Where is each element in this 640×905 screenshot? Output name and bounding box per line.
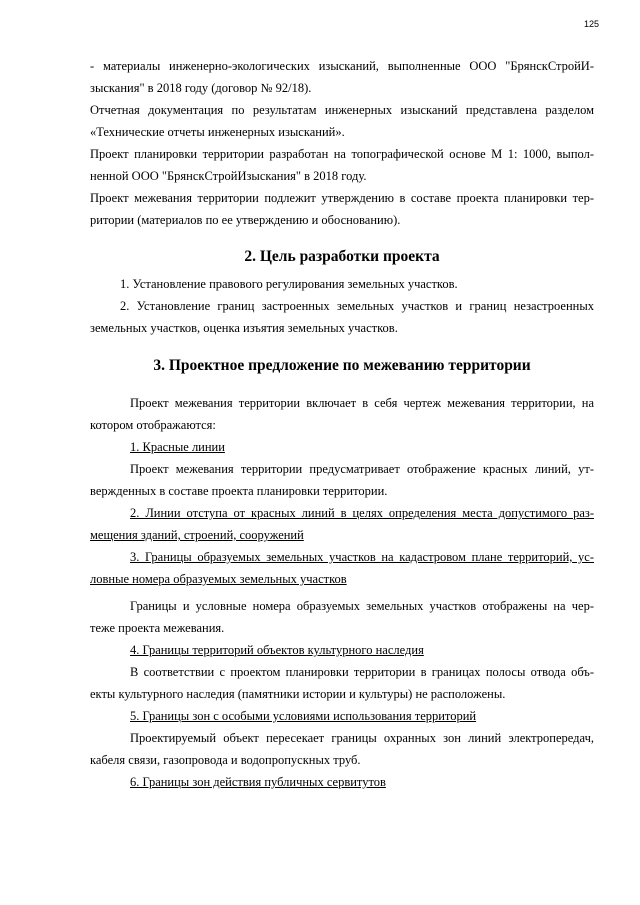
section-3-intro: Проект межевания территории включает в себя чертеж межевания территории, на <box>130 396 594 410</box>
subsection-2-title-cont: мещения зданий, строений, сооружений <box>90 528 304 542</box>
subsection-6-title: 6. Границы зон действия публичных сервитутов <box>130 775 386 789</box>
section-2-item-1: 1. Установление правового регулирования земельных участков. <box>120 277 458 291</box>
section-3-heading: 3. Проектное предложение по межеванию территории <box>153 357 531 374</box>
subsection-5-title: 5. Границы зон с особыми условиями использования территорий <box>130 709 477 723</box>
intro-line-3: Отчетная документация по результатам инженерных изысканий представлена разделом <box>90 103 594 117</box>
subsection-4-title: 4. Границы территорий объектов культурного наследия <box>130 643 424 657</box>
section-3-intro-cont: котором отображаются: <box>90 418 216 432</box>
subsection-3-title-cont: ловные номера образуемых земельных участков <box>90 572 347 586</box>
subsection-4-text: В соответствии с проектом планировки территории в границах полосы отвода объ- <box>130 665 594 679</box>
subsection-1-text-cont: вержденных в составе проекта планировки территории. <box>90 484 388 498</box>
section-2-heading: 2. Цель разработки проекта <box>244 248 440 265</box>
subsection-3-text: Границы и условные номера образуемых земельных участков отображены на чер- <box>130 599 594 613</box>
intro-line-4: «Технические отчеты инженерных изысканий». <box>90 125 345 139</box>
section-2-item-2: 2. Установление границ застроенных земельных участков и границ незастроенных <box>120 299 594 313</box>
intro-line-1: - материалы инженерно-экологических изысканий, выполненные ООО "БрянскСтройИ- <box>90 59 594 73</box>
intro-line-6: ненной ООО "БрянскСтройИзыскания" в 2018 году. <box>90 169 367 183</box>
page-number: 125 <box>584 19 600 29</box>
intro-line-5: Проект планировки территории разработан на топографической основе М 1: 1000, выпол- <box>90 147 594 161</box>
subsection-4-text-cont: екты культурного наследия (памятники истории и культуры) не расположены. <box>90 687 506 701</box>
subsection-1-title: 1. Красные линии <box>130 440 225 454</box>
intro-line-2: зыскания" в 2018 году (договор № 92/18). <box>90 81 312 95</box>
subsection-3-title: 3. Границы образуемых земельных участков на кадастровом плане территорий, ус- <box>130 550 594 564</box>
intro-line-8: ритории (материалов по ее утверждению и обоснованию). <box>90 213 401 227</box>
subsection-2-title: 2. Линии отступа от красных линий в целях определения места допустимого раз- <box>130 506 594 520</box>
section-2-item-2-cont: земельных участков, оценка изъятия земельных участков. <box>90 321 398 335</box>
intro-line-7: Проект межевания территории подлежит утверждению в составе проекта планировки тер- <box>90 191 594 205</box>
subsection-1-text: Проект межевания территории предусматривает отображение красных линий, ут- <box>130 462 594 476</box>
subsection-5-text: Проектируемый объект пересекает границы охранных зон линий электропередач, <box>130 731 594 745</box>
subsection-3-text-cont: теже проекта межевания. <box>90 621 225 635</box>
subsection-5-text-cont: кабеля связи, газопровода и водопропускных труб. <box>90 753 361 767</box>
